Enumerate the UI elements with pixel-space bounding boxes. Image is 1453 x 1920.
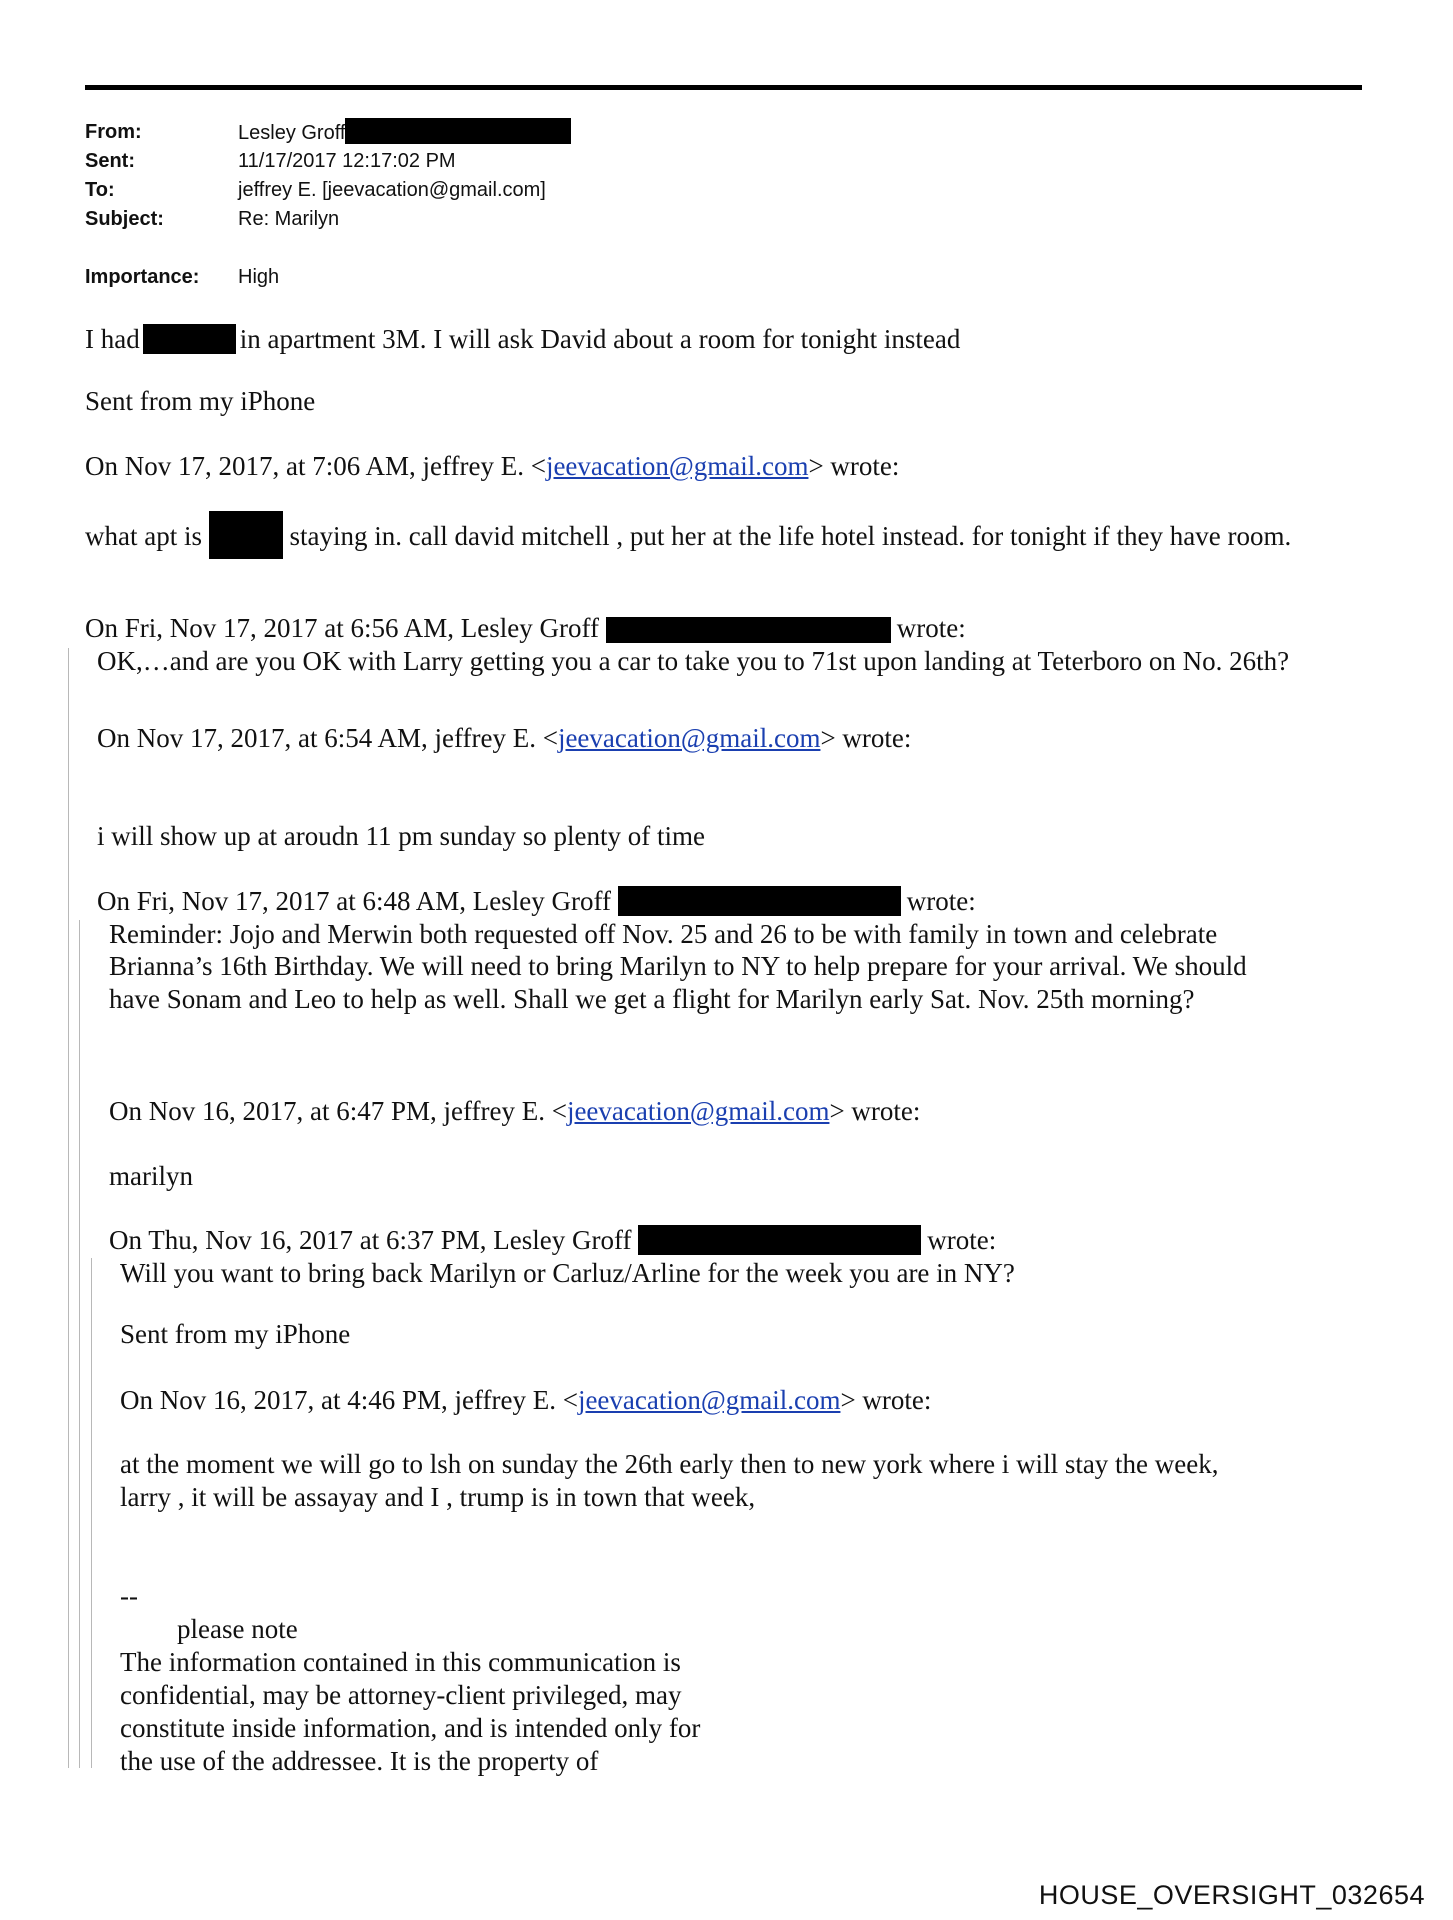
signature-line: please note [177,1614,298,1644]
top-rule [85,85,1362,90]
text: > wrote: [808,451,900,481]
signature-line: Sent from my iPhone [85,386,316,416]
subject-label: Subject: [85,208,164,230]
text: On Nov 17, 2017, at 7:06 AM, jeffrey E. < [85,451,546,481]
to-value: jeffrey E. [jeevacation@gmail.com] [238,179,546,201]
text: On Nov 16, 2017, at 4:46 PM, jeffrey E. < [120,1385,578,1415]
text: > wrote: [829,1096,921,1126]
message-line: marilyn [109,1161,193,1191]
redaction-bar [209,511,283,559]
email-header [85,118,785,288]
text: On Fri, Nov 17, 2017 at 6:48 AM, Lesley Groff [97,886,611,916]
message-line [85,323,960,356]
email-link[interactable]: jeevacation@gmail.com [557,723,821,753]
redaction-bar [618,886,901,916]
text: I had [85,324,140,354]
message-line: Brianna’s 16th Birthday. We will need to bring Marilyn to NY to help prepare for your arrival. We should [109,951,1247,981]
importance-label: Importance: [85,266,200,288]
text: wrote: [927,1225,997,1255]
text: > wrote: [840,1385,932,1415]
disclaimer-line: the use of the addressee. It is the property of [120,1746,599,1776]
signature-dash: -- [120,1581,138,1611]
message-paragraph [85,511,1350,559]
redaction-bar [638,1225,921,1255]
text: staying in. call david mitchell , put her at the life hotel instead. for tonight if they have room. [289,521,1292,551]
text: On Thu, Nov 16, 2017 at 6:37 PM, Lesley Groff [109,1225,632,1255]
email-link[interactable]: jeevacation@gmail.com [545,451,809,481]
disclaimer-line: confidential, may be attorney-client privileged, may [120,1680,682,1710]
text: what apt is [85,521,202,551]
disclaimer-line: constitute inside information, and is intended only for [120,1713,701,1743]
quote-bar [68,648,69,1768]
from-value [238,118,571,148]
message-line: Reminder: Jojo and Merwin both requested off Nov. 25 and 26 to be with family in town and celebrate [109,919,1218,949]
text: in apartment 3M. I will ask David about a room for tonight instead [239,324,961,354]
disclaimer-line: The information contained in this communication is [120,1647,681,1677]
message-line: at the moment we will go to lsh on sunday the 26th early then to new york where i will stay the week, [120,1449,1219,1479]
sent-label: Sent: [85,150,135,172]
quote-header [97,722,911,755]
message-line: OK,…and are you OK with Larry getting you a car to take you to 71st upon landing at Teterboro on No. 26th? [97,646,1290,676]
sent-value: 11/17/2017 12:17:02 PM [238,150,456,172]
message-line: Will you want to bring back Marilyn or Carluz/Arline for the week you are in NY? [120,1258,1015,1288]
text: wrote: [896,613,966,643]
email-link[interactable]: jeevacation@gmail.com [566,1096,830,1126]
redaction-bar [606,617,891,643]
from-name: Lesley Groff [238,122,346,144]
quote-header [120,1384,931,1417]
text: > wrote: [820,723,912,753]
message-line: have Sonam and Leo to help as well. Shall we get a flight for Marilyn early Sat. Nov. 25th morning? [109,984,1195,1014]
importance-value: High [238,266,280,288]
bates-number: HOUSE_OVERSIGHT_032654 [1038,1880,1425,1910]
quote-header [109,1224,996,1257]
message-line: larry , it will be assayay and I , trump is in town that week, [120,1482,756,1512]
quote-bar [79,920,80,1768]
quote-header [97,885,976,918]
redaction-bar [143,324,236,354]
quote-header [85,450,899,483]
subject-value: Re: Marilyn [238,208,340,230]
signature-line: Sent from my iPhone [120,1319,351,1349]
to-label: To: [85,179,115,201]
quote-header [109,1095,920,1128]
text: wrote: [906,886,976,916]
from-label: From: [85,121,142,143]
quote-bar [91,1258,92,1768]
quote-header [85,612,966,645]
text: On Fri, Nov 17, 2017 at 6:56 AM, Lesley Groff [85,613,599,643]
redaction-bar [345,118,571,144]
email-link[interactable]: jeevacation@gmail.com [577,1385,841,1415]
text: On Nov 16, 2017, at 6:47 PM, jeffrey E. < [109,1096,567,1126]
text: On Nov 17, 2017, at 6:54 AM, jeffrey E. < [97,723,558,753]
message-line: i will show up at aroudn 11 pm sunday so plenty of time [97,821,705,851]
